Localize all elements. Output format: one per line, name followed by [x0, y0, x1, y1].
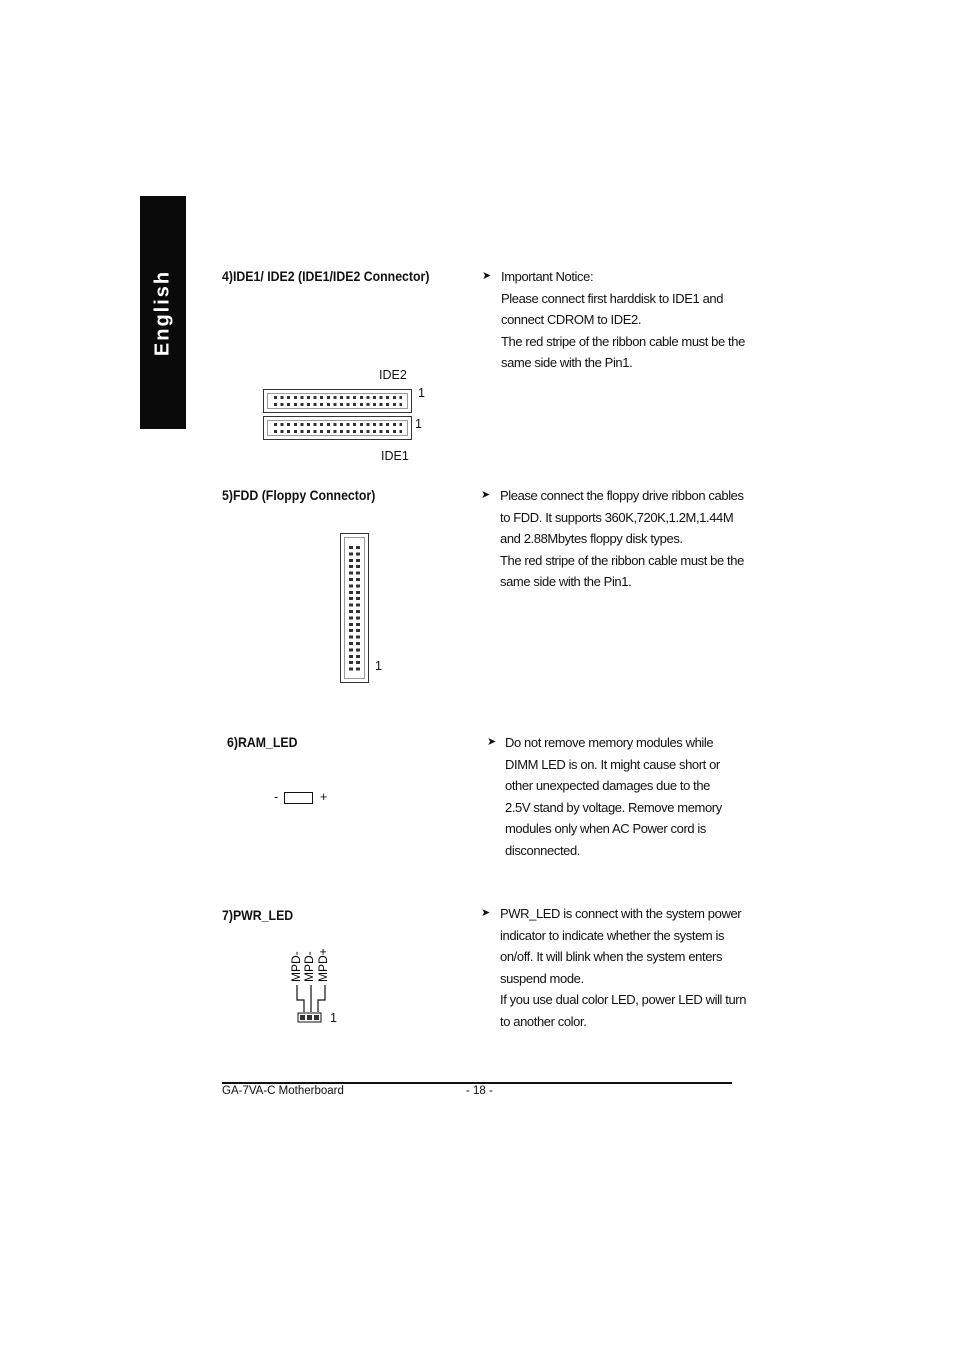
- fdd-note-line: to FDD. It supports 360K,720K,1.2M,1.44M: [500, 509, 734, 525]
- ide2-pin-row: [274, 396, 402, 399]
- pwr-led-note-line: If you use dual color LED, power LED will turn: [500, 992, 747, 1008]
- ram-led-note-line: DIMM LED is on. It might cause short or: [505, 756, 720, 772]
- fdd-section-heading: 5)FDD (Floppy Connector): [222, 487, 376, 503]
- pwr-led-pin1-label: 1: [330, 1011, 337, 1025]
- pwr-led-pin: [307, 1015, 312, 1020]
- ide-note-line: same side with the Pin1.: [501, 355, 633, 371]
- pwr-led-section-heading: 7)PWR_LED: [222, 907, 294, 923]
- pwr-led-pin-label: MPD-: [289, 951, 303, 982]
- fdd-note-line: same side with the Pin1.: [500, 574, 632, 590]
- pwr-led-note-line: to another color.: [500, 1013, 587, 1029]
- ide-note-line: connect CDROM to IDE2.: [501, 312, 642, 328]
- fdd-note-line: The red stripe of the ribbon cable must be the: [500, 552, 744, 568]
- ram-led-connector: [284, 792, 313, 804]
- pwr-led-pin-label: MPD-: [302, 951, 316, 982]
- ide-note-line: Please connect first harddisk to IDE1 and: [501, 290, 724, 306]
- footer-model: GA-7VA-C Motherboard: [222, 1085, 344, 1097]
- pwr-led-bullet-icon: ➤: [481, 907, 491, 919]
- fdd-connector: [340, 533, 369, 683]
- pwr-led-pin: [314, 1015, 319, 1020]
- language-label: English: [151, 269, 174, 356]
- ide-notes: [501, 266, 745, 374]
- fdd-pin1-label: 1: [375, 659, 382, 673]
- ram-led-note-line: other unexpected damages due to the: [505, 778, 710, 794]
- fdd-pin-column: [356, 546, 360, 672]
- footer-page-number: - 18 -: [466, 1085, 493, 1097]
- ide1-connector: [263, 416, 412, 440]
- ram-led-note-line: disconnected.: [505, 842, 581, 858]
- ram-led-bullet-icon: ➤: [487, 736, 497, 748]
- ram-led-minus-label: -: [274, 790, 279, 804]
- ide-notice-bullet-icon: ➤: [482, 270, 492, 282]
- pwr-led-note-line: indicator to indicate whether the system is: [500, 927, 725, 943]
- ide-note-line: The red stripe of the ribbon cable must be the: [501, 333, 745, 349]
- ide2-pin1-label: 1: [418, 386, 425, 400]
- ide1-pin-row: [274, 423, 402, 426]
- fdd-note-line: Please connect the floppy drive ribbon cables: [500, 488, 744, 503]
- fdd-bullet-icon: ➤: [481, 489, 491, 501]
- ram-led-note-line: modules only when AC Power cord is: [505, 821, 707, 837]
- pwr-led-note-line: PWR_LED is connect with the system power: [500, 906, 742, 921]
- ide1-pin-row: [274, 430, 402, 433]
- ide1-label: IDE1: [381, 449, 409, 463]
- ide2-connector: [263, 389, 412, 413]
- footer-divider: [222, 1082, 732, 1084]
- ide-note-line: Important Notice:: [501, 269, 594, 284]
- fdd-note-line: and 2.88Mbytes floppy disk types.: [500, 531, 683, 547]
- ram-led-note-line: Do not remove memory modules while: [505, 735, 714, 750]
- language-side-tab: [140, 196, 186, 429]
- ide1-pin1-label: 1: [415, 417, 422, 431]
- ram-led-section-heading: 6)RAM_LED: [227, 734, 298, 750]
- pwr-led-lead-wire: [297, 985, 304, 1012]
- ide-section-heading: 4)IDE1/ IDE2 (IDE1/IDE2 Connector): [222, 268, 430, 284]
- fdd-pin-column: [349, 546, 353, 672]
- ram-led-plus-label: +: [320, 790, 328, 804]
- ram-led-note-line: 2.5V stand by voltage. Remove memory: [505, 799, 722, 815]
- pwr-led-lead-wire: [318, 985, 325, 1012]
- ram-led-notes: [505, 732, 722, 862]
- fdd-notes: [500, 485, 744, 593]
- pwr-led-note-line: suspend mode.: [500, 970, 584, 986]
- pwr-led-pin-label: MPD+: [316, 948, 330, 982]
- pwr-led-note-line: on/off. It will blink when the system enters: [500, 949, 723, 965]
- pwr-led-notes: [500, 903, 746, 1033]
- pwr-led-pin: [300, 1015, 305, 1020]
- ide2-label: IDE2: [379, 368, 407, 382]
- ide2-pin-row: [274, 403, 402, 406]
